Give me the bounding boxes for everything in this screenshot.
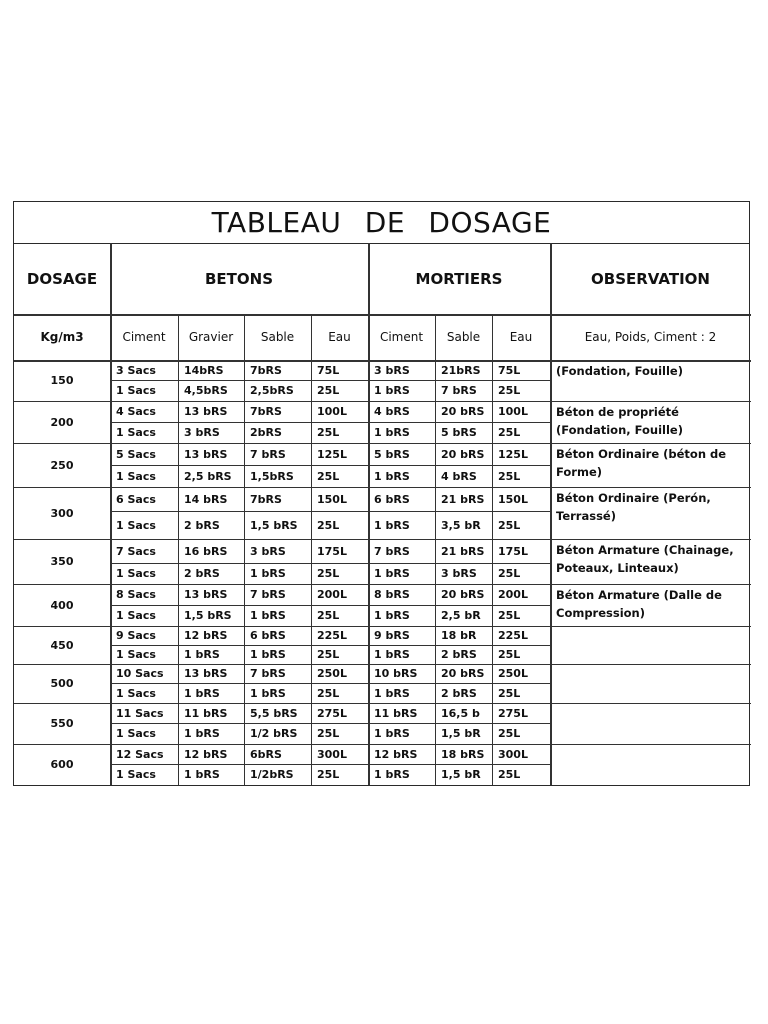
- table-cell: 13 bRS: [184, 447, 228, 461]
- dosage-value: 150: [50, 374, 74, 387]
- table-cell: 18 bRS: [441, 747, 485, 761]
- table-cell: 7bRS: [250, 405, 282, 418]
- subheader-mortier-ciment: Ciment: [379, 330, 424, 344]
- table-cell: 13 bRS: [184, 405, 228, 418]
- table-cell: 14bRS: [184, 363, 224, 377]
- table-cell: 1 bRS: [374, 609, 410, 622]
- table-cell: 1 bRS: [184, 768, 220, 781]
- table-cell: 7 bRS: [250, 447, 286, 461]
- table-cell: 25L: [317, 469, 340, 483]
- table-cell: 12 bRS: [184, 747, 228, 761]
- table-cell: 25L: [498, 518, 521, 532]
- table-cell: 1 Sacs: [116, 469, 156, 483]
- table-cell: 9 Sacs: [116, 629, 156, 642]
- table-cell: 20 bRS: [441, 447, 485, 461]
- table-cell: 11 bRS: [374, 706, 418, 720]
- table-cell: 5,5 bRS: [250, 706, 298, 720]
- table-cell: 1/2 bRS: [250, 727, 298, 740]
- table-cell: 2 bRS: [184, 518, 220, 532]
- table-cell: 6 Sacs: [116, 492, 156, 506]
- table-cell: 1/2bRS: [250, 768, 294, 781]
- table-cell: 225L: [317, 629, 347, 642]
- table-cell: 1,5bRS: [250, 469, 294, 483]
- table-cell: 75L: [317, 363, 340, 377]
- table-cell: 12 Sacs: [116, 747, 164, 761]
- observation-note: Béton de propriété (Fondation, Fouille): [556, 405, 683, 437]
- table-cell: 25L: [317, 567, 340, 580]
- subheader-mortier-sable: Sable: [446, 330, 481, 344]
- table-cell: 25L: [498, 567, 521, 580]
- table-cell: 200L: [498, 588, 528, 601]
- table-cell: 1 bRS: [250, 609, 286, 622]
- table-cell: 7 bRS: [441, 384, 477, 397]
- table-cell: 2,5 bR: [441, 609, 481, 622]
- table-cell: 8 bRS: [374, 588, 410, 601]
- table-cell: 200L: [317, 588, 347, 601]
- table-cell: 1 bRS: [374, 518, 410, 532]
- observation-note: (Fondation, Fouille): [556, 364, 683, 378]
- table-cell: 21 bRS: [441, 492, 485, 506]
- table-cell: 25L: [317, 426, 340, 439]
- table-cell: 3 Sacs: [116, 363, 156, 377]
- dosage-value: 500: [50, 677, 74, 690]
- dosage-value: 450: [50, 638, 74, 652]
- table-cell: 6 bRS: [374, 492, 410, 506]
- table-cell: 7 Sacs: [116, 544, 156, 558]
- table-cell: 10 Sacs: [116, 667, 164, 680]
- dosage-value: 200: [50, 415, 74, 429]
- observation-note: Béton Ordinaire (béton de Forme): [556, 447, 727, 479]
- dosage-value: 250: [50, 458, 74, 472]
- table-cell: 6 bRS: [250, 629, 286, 642]
- table-cell: 25L: [498, 686, 521, 700]
- table-cell: 125L: [317, 447, 347, 461]
- table-cell: 5 bRS: [441, 426, 477, 439]
- table-cell: 150L: [317, 492, 347, 506]
- table-cell: 1 bRS: [250, 567, 286, 580]
- table-cell: 25L: [498, 469, 521, 483]
- table-grid: [14, 202, 749, 785]
- table-cell: 25L: [498, 426, 521, 439]
- table-cell: 25L: [498, 727, 521, 740]
- table-cell: 11 bRS: [184, 706, 228, 720]
- table-cell: 1 bRS: [374, 768, 410, 781]
- table-cell: 1 Sacs: [116, 768, 156, 781]
- table-cell: 5 bRS: [374, 447, 410, 461]
- subheader-beton-gravier: Gravier: [188, 330, 234, 344]
- table-cell: 1 Sacs: [116, 648, 156, 661]
- subheader-beton-sable: Sable: [260, 330, 295, 344]
- table-cell: 1 Sacs: [116, 518, 156, 532]
- table-cell: 25L: [317, 648, 340, 661]
- table-cell: 2,5 bRS: [184, 469, 232, 483]
- header-mortiers: MORTIERS: [415, 269, 503, 288]
- table-cell: 1 bRS: [374, 426, 410, 439]
- table-cell: 1 Sacs: [116, 686, 156, 700]
- table-cell: 4,5bRS: [184, 384, 228, 397]
- table-cell: 1 Sacs: [116, 727, 156, 740]
- subheader-beton-eau: Eau: [328, 330, 351, 344]
- table-cell: 175L: [317, 544, 347, 558]
- table-cell: 1 bRS: [374, 567, 410, 580]
- table-cell: 1 bRS: [250, 648, 286, 661]
- table-cell: 1 bRS: [374, 384, 410, 397]
- table-cell: 2 bRS: [184, 567, 220, 580]
- observation-note: Béton Ordinaire (Perón, Terrassé): [556, 491, 711, 523]
- dosage-value: 400: [50, 598, 74, 612]
- table-cell: 75L: [498, 363, 521, 377]
- table-cell: 21bRS: [441, 363, 481, 377]
- table-cell: 1 Sacs: [116, 567, 156, 580]
- table-cell: 275L: [498, 706, 528, 720]
- table-cell: 3 bRS: [250, 544, 286, 558]
- table-cell: 1,5 bR: [441, 768, 481, 781]
- table-cell: 1,5 bRS: [184, 609, 232, 622]
- table-cell: 1 bRS: [374, 686, 410, 700]
- table-cell: 7 bRS: [250, 588, 286, 601]
- table-cell: 1,5 bRS: [250, 518, 298, 532]
- table-cell: 12 bRS: [374, 747, 418, 761]
- table-cell: 8 Sacs: [116, 588, 156, 601]
- table-cell: 25L: [317, 686, 340, 700]
- table-cell: 100L: [317, 405, 347, 418]
- subheader-beton-ciment: Ciment: [122, 330, 166, 344]
- table-cell: 1 bRS: [184, 727, 220, 740]
- table-cell: 4 bRS: [374, 405, 410, 418]
- table-cell: 250L: [498, 667, 528, 680]
- subheader-observation-note: Eau, Poids, Ciment : 2: [584, 330, 717, 344]
- table-cell: 10 bRS: [374, 667, 418, 680]
- table-cell: 14 bRS: [184, 492, 228, 506]
- table-cell: 1 bRS: [374, 648, 410, 661]
- table-cell: 25L: [498, 609, 521, 622]
- table-cell: 25L: [498, 768, 521, 781]
- table-cell: 1 bRS: [250, 686, 286, 700]
- dosage-value: 300: [50, 506, 74, 520]
- subheader-mortier-eau: Eau: [509, 330, 533, 344]
- table-cell: 3,5 bR: [441, 518, 481, 532]
- table-cell: 16 bRS: [184, 544, 228, 558]
- table-cell: 9 bRS: [374, 629, 410, 642]
- table-cell: 1,5 bR: [441, 727, 481, 740]
- header-observation: OBSERVATION: [591, 269, 710, 288]
- table-cell: 11 Sacs: [116, 706, 164, 720]
- table-cell: 25L: [317, 609, 340, 622]
- table-cell: 3 bRS: [374, 363, 410, 377]
- header-betons: BETONS: [204, 269, 274, 288]
- table-cell: 5 Sacs: [116, 447, 156, 461]
- subheader-unit: Kg/m3: [40, 330, 84, 344]
- table-cell: 150L: [498, 492, 528, 506]
- observation-note: Béton Armature (Dalle de Compression): [556, 588, 722, 620]
- table-cell: 3 bRS: [441, 567, 477, 580]
- table-cell: 300L: [498, 747, 528, 761]
- table-cell: 2 bRS: [441, 648, 477, 661]
- table-cell: 25L: [317, 768, 340, 781]
- table-cell: 1 bRS: [374, 469, 410, 483]
- table-cell: 13 bRS: [184, 667, 228, 680]
- observation-note: Béton Armature (Chainage, Poteaux, Linteaux): [556, 543, 734, 575]
- table-cell: 16,5 b: [441, 706, 480, 720]
- table-cell: 7bRS: [250, 363, 282, 377]
- table-cell: 21 bRS: [441, 544, 485, 558]
- table-cell: 12 bRS: [184, 629, 228, 642]
- table-cell: 1 bRS: [184, 686, 220, 700]
- table-cell: 25L: [317, 727, 340, 740]
- dosage-value: 550: [50, 717, 74, 730]
- table-cell: 4 Sacs: [116, 405, 156, 418]
- table-cell: 175L: [498, 544, 528, 558]
- table-cell: 2 bRS: [441, 686, 477, 700]
- dosage-value: 350: [50, 555, 74, 568]
- table-cell: 3 bRS: [184, 426, 220, 439]
- table-cell: 25L: [317, 518, 340, 532]
- table-cell: 20 bRS: [441, 588, 485, 601]
- table-cell: 25L: [498, 384, 521, 397]
- table-cell: 125L: [498, 447, 528, 461]
- header-dosage: DOSAGE: [26, 269, 98, 288]
- table-cell: 275L: [317, 706, 347, 720]
- table-cell: 4 bRS: [441, 469, 477, 483]
- table-cell: 7bRS: [250, 492, 282, 506]
- dosage-value: 600: [50, 758, 74, 771]
- table-cell: 2bRS: [250, 426, 282, 439]
- table-cell: 1 Sacs: [116, 426, 156, 439]
- table-cell: 7 bRS: [374, 544, 410, 558]
- table-cell: 1 bRS: [184, 648, 220, 661]
- table-cell: 250L: [317, 667, 347, 680]
- dosage-table: [13, 201, 750, 786]
- table-cell: 25L: [317, 384, 340, 397]
- table-cell: 13 bRS: [184, 588, 228, 601]
- table-cell: 6bRS: [250, 747, 282, 761]
- table-cell: 225L: [498, 629, 528, 642]
- table-cell: 18 bR: [441, 629, 477, 642]
- table-cell: 20 bRS: [441, 667, 485, 680]
- table-cell: 2,5bRS: [250, 384, 294, 397]
- table-cell: 25L: [498, 648, 521, 661]
- table-cell: 7 bRS: [250, 667, 286, 680]
- table-cell: 1 bRS: [374, 727, 410, 740]
- table-title: TABLEAU DE DOSAGE: [14, 202, 749, 244]
- table-cell: 100L: [498, 405, 528, 418]
- table-cell: 300L: [317, 747, 347, 761]
- table-cell: 1 Sacs: [116, 384, 156, 397]
- table-cell: 1 Sacs: [116, 609, 156, 622]
- table-cell: 20 bRS: [441, 405, 485, 418]
